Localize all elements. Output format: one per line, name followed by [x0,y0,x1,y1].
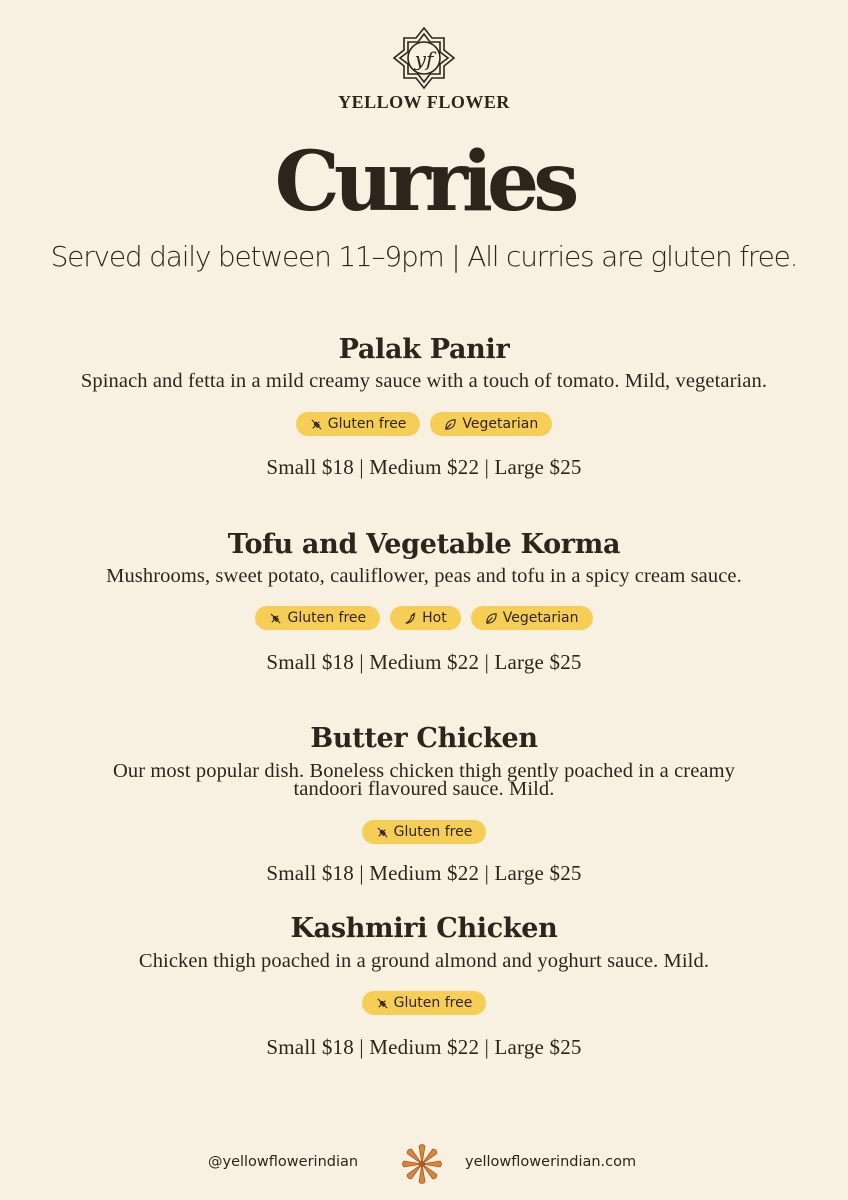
leaf-icon [444,418,457,431]
tag-vegetarian [471,606,593,630]
menu-item-sizes: Small $18 | Medium $22 | Large $25 [266,650,582,674]
menu-item-description: Mushrooms, sweet potato, cauliflower, peas and tofu in a spicy cream sauce. [106,565,742,587]
brand-name: YELLOW FLOWER [338,92,510,112]
logo-letters: yf [414,47,434,71]
tag-label: Vegetarian [462,416,539,432]
tag-hot [390,606,461,630]
tag-label: Gluten free [393,995,473,1011]
menu-item-name: Tofu and Vegetable Korma [227,529,621,560]
menu-item-tags [0,606,848,630]
menu-item-tags [0,820,848,844]
menu-item-tags [0,412,848,436]
no-wheat-icon [310,418,323,431]
menu-item-tags [0,991,848,1015]
tag-gluten-free [255,606,380,630]
menu-item-description: Chicken thigh poached in a ground almond and yoghurt sauce. Mild. [138,950,710,972]
menu-item-description: Spinach and fetta in a mild creamy sauce with a touch of tomato. Mild, vegetarian. [80,370,768,392]
tag-label: Vegetarian [502,610,579,626]
page-subtitle: Served daily between 11–9pm | All curries are gluten free. [50,240,798,273]
tag-label: Gluten free [327,416,407,432]
menu-item-description-line-2: tandoori flavoured sauce. Mild. [293,778,555,800]
yellow-flower-logo [392,26,456,90]
menu-item-description-line-1: Our most popular dish. Boneless chicken thigh gently poached in a creamy [112,760,736,782]
page-title: Curries [274,134,574,230]
leaf-icon [485,612,498,625]
tag-gluten-free [362,820,487,844]
tag-label: Gluten free [287,610,367,626]
no-wheat-icon [376,826,389,839]
menu-item-sizes: Small $18 | Medium $22 | Large $25 [266,455,582,479]
tag-gluten-free [296,412,421,436]
menu-item-name: Kashmiri Chicken [290,913,558,944]
menu-item-name: Palak Panir [338,334,510,365]
chilli-icon [404,612,417,625]
no-wheat-icon [269,612,282,625]
tag-label: Hot [422,610,447,626]
social-handle-link[interactable]: @yellowflowerindian [208,1154,359,1170]
star-anise-icon [400,1142,444,1186]
no-wheat-icon [376,997,389,1010]
tag-gluten-free [362,991,487,1015]
menu-item-sizes: Small $18 | Medium $22 | Large $25 [266,861,582,885]
menu-item-sizes: Small $18 | Medium $22 | Large $25 [266,1035,582,1059]
menu-item-name: Butter Chicken [310,723,538,754]
tag-vegetarian [430,412,552,436]
website-link[interactable]: yellowflowerindian.com [465,1154,637,1170]
tag-label: Gluten free [393,824,473,840]
